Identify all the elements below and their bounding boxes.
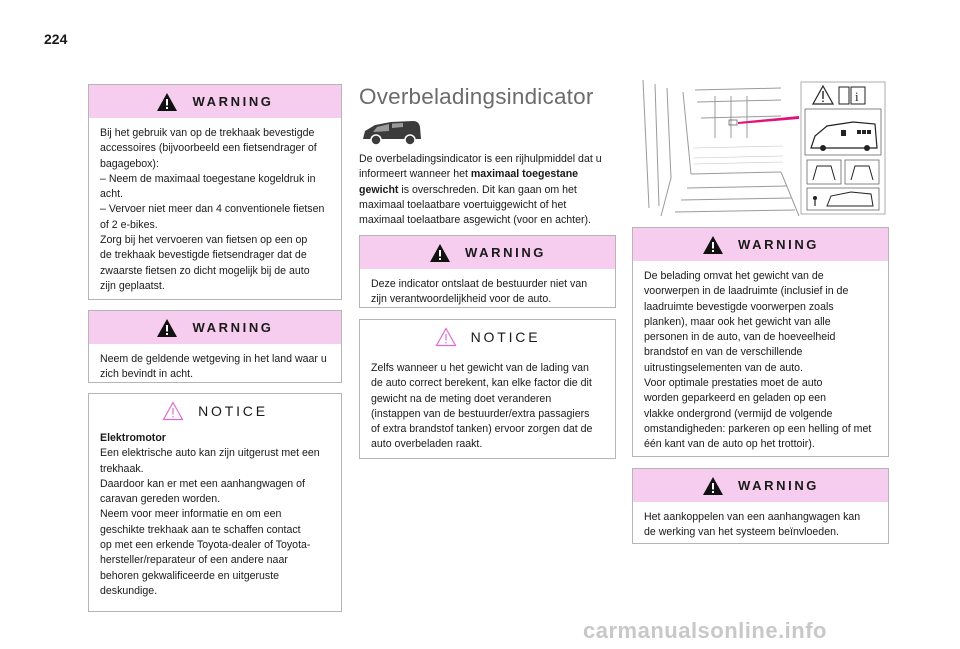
warning-header [633, 469, 888, 502]
warning-header [89, 311, 341, 344]
section-title: Overbeladingsindicator [359, 84, 594, 109]
notice-box-weight-change [359, 319, 616, 459]
notice-triangle-icon [435, 327, 457, 347]
warning-heading: WARNING [464, 245, 547, 260]
warning-box-trailer [632, 468, 889, 544]
intro-bold-term: maximaal toegestane gewicht [359, 168, 579, 196]
intro-text: De overbeladingsindicator is een rijhulpmiddel dat u informeert wanneer het [359, 153, 602, 181]
page-number: 224 [44, 31, 68, 47]
warning-text: De belading omvat het gewicht van de voorwerpen in de laadruimte (inclusief in de laadruimte bevestigde voorwerpen zoals planken), maar ook het gewicht van alle personen in de auto, van de hoeveelheid brandstof en van de verschillende uitrustingselementen van de auto. Voor optimale prestaties moet de auto worden geparkeerd en geladen op een vlakke ondergrond (vermijd de volgende omstandigheden: parkeren op een helling of met één kant van de auto op het trottoir). [644, 270, 872, 451]
warning-heading: WARNING [737, 237, 820, 252]
warning-box-driver-responsibility [359, 235, 616, 308]
warning-triangle-icon [156, 318, 178, 338]
warning-text: Het aankoppelen van een aanhangwagen kan de werking van het systeem beïnvloeden. [644, 511, 861, 539]
intro-paragraph [359, 152, 614, 228]
warning-box-legislation [88, 310, 342, 383]
svg-text:i: i [855, 89, 859, 104]
warning-box-load-definition [632, 227, 889, 457]
notice-header [89, 394, 341, 427]
warning-header [633, 228, 888, 261]
notice-text: Zelfs wanneer u het gewicht van de lading van de auto correct berekent, kan elke factor die dit gewicht na de meting doet veranderen (instappen van de bestuurder/extra passagiers of extra brandstof tanken) ervoor zorgen dat de auto overbeladen raakt. [371, 362, 593, 451]
warning-text: Bij het gebruik van op de trekhaak bevestigde accessoires (bijvoorbeeld een fietsendrager of bagagebox): – Neem de maximaal toegestane kogeldruk in acht. – Vervoer niet meer dan 4 conventionele fietsen of 2 e-bikes. Zorg bij het vervoeren van fietsen op een op de trekhaak bevestigde fietsendrager dat de zwaarste fietsen zo dicht mogelijk bij de auto zijn geplaatst. [100, 127, 325, 292]
warning-heading: WARNING [192, 320, 274, 335]
warning-header [360, 236, 615, 269]
warning-box-towbar-accessories [88, 84, 342, 300]
warning-triangle-icon [702, 235, 724, 255]
warning-text: Deze indicator ontslaat de bestuurder niet van zijn verantwoordelijkheid voor de auto. [371, 278, 588, 306]
intro-text-continued: is overschreden. Dit kan gaan om het maximaal toelaatbare voertuiggewicht of het maximaal toelaatbare asgewicht (voor en achter). [359, 183, 591, 227]
notice-heading: NOTICE [198, 402, 268, 419]
warning-text: Neem de geldende wetgeving in het land waar u zich bevindt in acht. [100, 353, 327, 381]
notice-text: Een elektrische auto kan zijn uitgerust met een trekhaak. Daardoor kan er met een aanhangwagen of caravan gereden worden. Neem voor meer informatie en om een geschikte trekhaak aan te schaffen contact op met een erkende Toyota-dealer of Toyota- hersteller/reparateur of een andere naar behoren gekwalificeerde en uitgeruste deskundige. [100, 447, 320, 597]
warning-heading: WARNING [737, 478, 820, 493]
warning-heading: WARNING [192, 94, 274, 109]
van-icon [361, 117, 425, 147]
notice-triangle-icon [162, 401, 184, 421]
warning-triangle-icon [156, 92, 178, 112]
cargo-area-label-illustration [631, 78, 886, 218]
notice-content [89, 427, 341, 607]
warning-triangle-icon [429, 243, 451, 263]
warning-header [89, 85, 341, 118]
notice-box-electric-motor [88, 393, 342, 612]
notice-subheading: Elektromotor [100, 432, 166, 444]
warning-triangle-icon [702, 476, 724, 496]
watermark: carmanualsonline.info [583, 618, 827, 643]
notice-heading: NOTICE [470, 328, 541, 345]
notice-header [360, 320, 615, 353]
